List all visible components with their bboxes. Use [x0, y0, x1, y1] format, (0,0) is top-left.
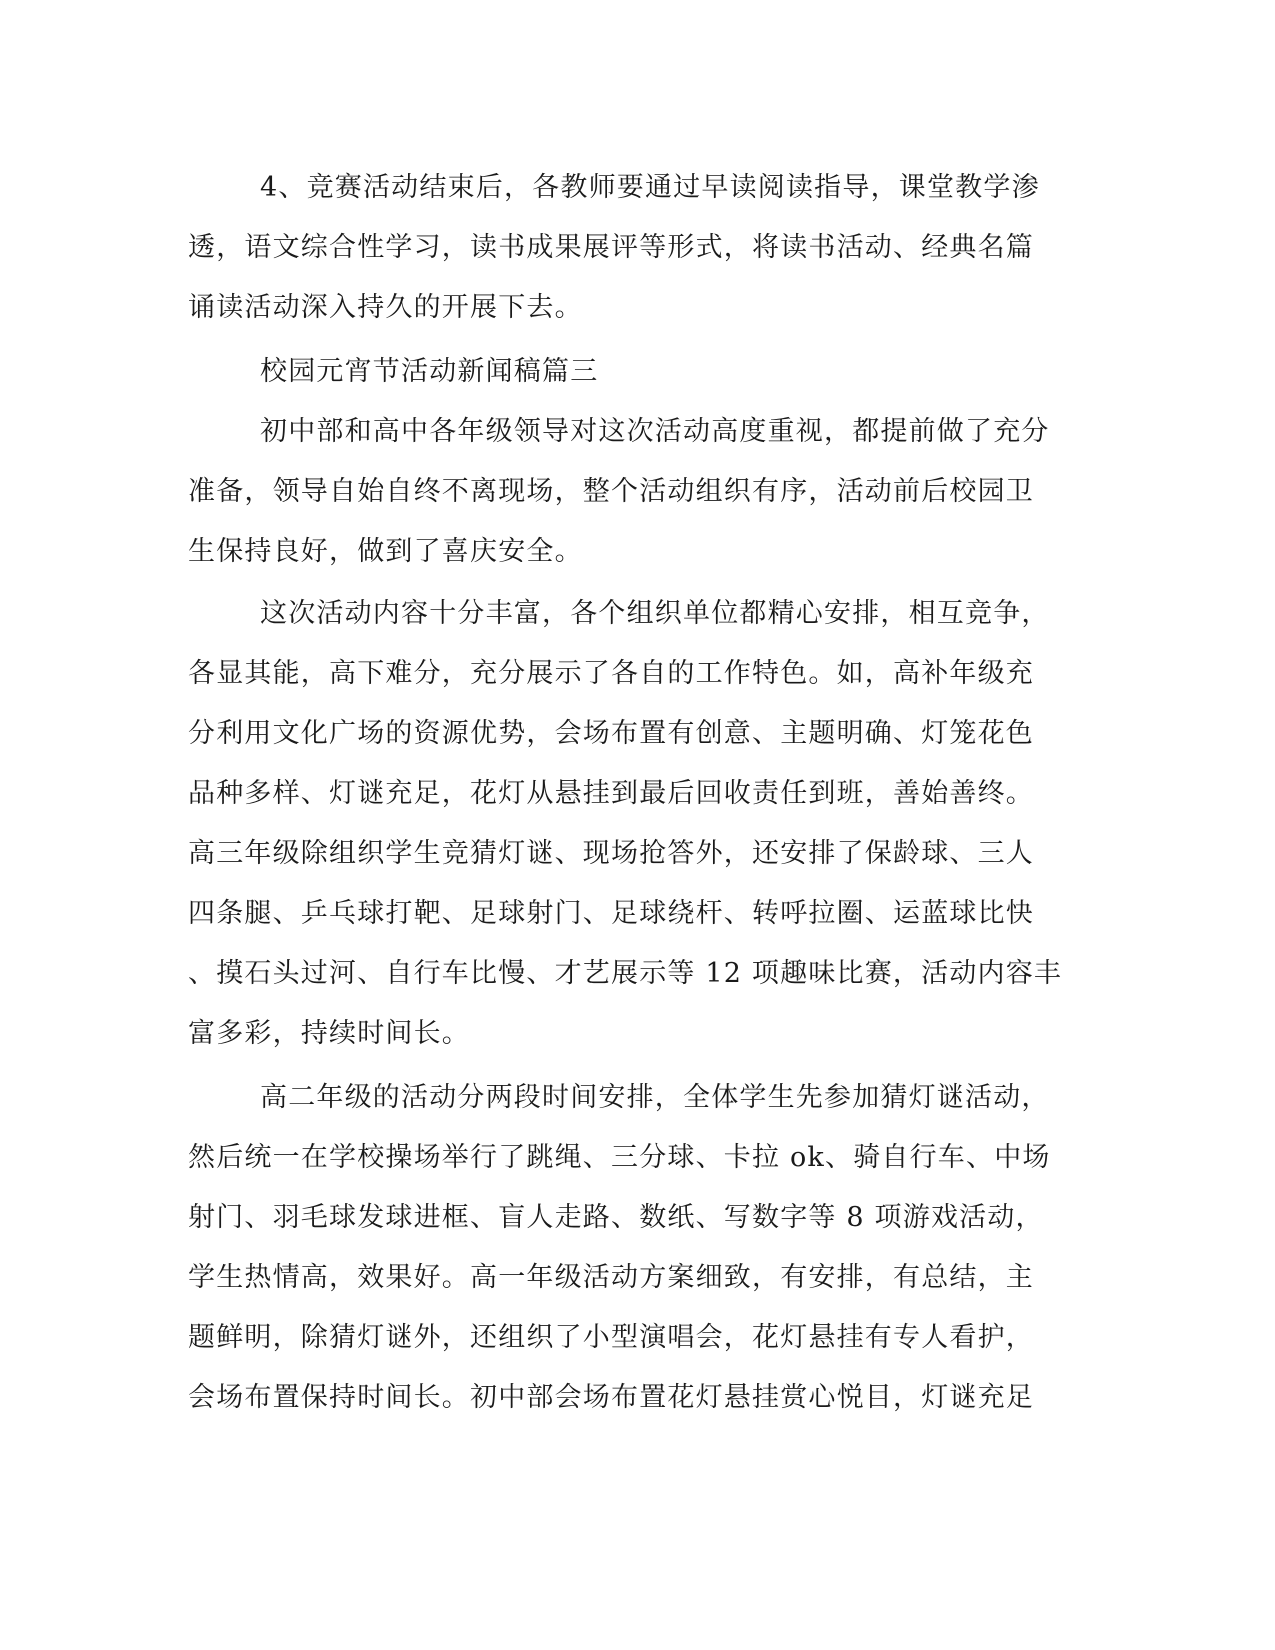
paragraph-line: 生保持良好，做到了喜庆安全。	[188, 536, 583, 567]
paragraph-line: 品种多样、灯谜充足，花灯从悬挂到最后回收责任到班，善始善终。	[188, 778, 1034, 809]
paragraph-line: 射门、羽毛球发球进框、盲人走路、数纸、写数字等 8 项游戏活动，	[188, 1202, 1044, 1233]
paragraph-line: 题鲜明，除猜灯谜外，还组织了小型演唱会，花灯悬挂有专人看护，	[188, 1322, 1034, 1353]
paragraph-line: 四条腿、乒乓球打靶、足球射门、足球绕杆、转呼拉圈、运蓝球比快	[188, 898, 1034, 929]
paragraph-line: 、摸石头过河、自行车比慢、才艺展示等 12 项趣味比赛，活动内容丰	[188, 958, 1063, 989]
paragraph-line: 高三年级除组织学生竞猜灯谜、现场抢答外，还安排了保龄球、三人	[188, 838, 1034, 869]
paragraph-line: 高二年级的活动分两段时间安排，全体学生先参加猜灯谜活动，	[260, 1082, 1050, 1113]
paragraph-line: 透，语文综合性学习，读书成果展评等形式，将读书活动、经典名篇	[188, 232, 1034, 263]
paragraph-line: 各显其能，高下难分，充分展示了各自的工作特色。如，高补年级充	[188, 658, 1034, 689]
section-heading: 校园元宵节活动新闻稿篇三	[260, 356, 599, 387]
paragraph-line: 会场布置保持时间长。初中部会场布置花灯悬挂赏心悦目，灯谜充足	[188, 1382, 1034, 1413]
paragraph-line: 准备，领导自始自终不离现场，整个活动组织有序，活动前后校园卫	[188, 476, 1034, 507]
paragraph-line: 分利用文化广场的资源优势，会场布置有创意、主题明确、灯笼花色	[188, 718, 1034, 749]
paragraph-line: 初中部和高中各年级领导对这次活动高度重视，都提前做了充分	[260, 416, 1050, 447]
paragraph-line: 这次活动内容十分丰富，各个组织单位都精心安排，相互竞争，	[260, 598, 1050, 629]
paragraph-line: 学生热情高，效果好。高一年级活动方案细致，有安排，有总结，主	[188, 1262, 1034, 1293]
paragraph-line: 富多彩，持续时间长。	[188, 1018, 470, 1049]
paragraph-line: 然后统一在学校操场举行了跳绳、三分球、卡拉 ok、骑自行车、中场	[188, 1142, 1051, 1173]
paragraph-line: 诵读活动深入持久的开展下去。	[188, 292, 583, 323]
paragraph-line: 4、竞赛活动结束后，各教师要通过早读阅读指导，课堂教学渗	[260, 172, 1040, 203]
